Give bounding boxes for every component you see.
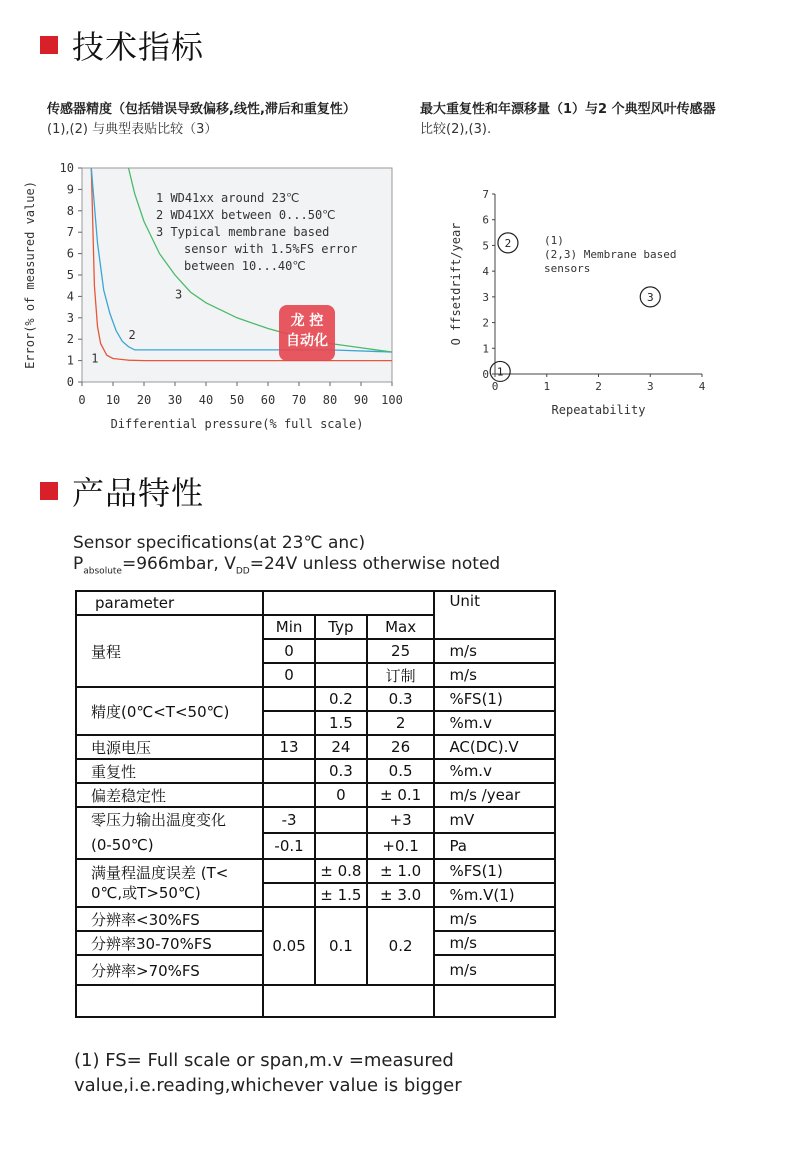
cell-unit: m/s bbox=[434, 663, 555, 687]
spec-mid: =966mbar, V bbox=[121, 554, 236, 574]
cell: 0.2 bbox=[315, 687, 367, 711]
y-tick-label: 1 bbox=[482, 342, 489, 356]
section-marker bbox=[40, 36, 58, 54]
header-typ: Typ bbox=[315, 615, 367, 639]
spec-p: P bbox=[73, 554, 84, 574]
y-tick-label: 10 bbox=[59, 161, 74, 175]
table-row bbox=[76, 591, 555, 615]
cell: 0 bbox=[315, 783, 367, 807]
spec-end: =24V unless otherwise noted bbox=[249, 554, 501, 574]
curve-annotation: 2 bbox=[128, 328, 136, 343]
y-tick-label: 5 bbox=[66, 268, 74, 282]
cell: 0.2 bbox=[367, 907, 435, 985]
x-tick-label: 0 bbox=[491, 380, 499, 393]
cell-unit: m/s bbox=[434, 639, 555, 663]
y-tick-label: 0 bbox=[482, 368, 489, 381]
y-tick-label: 0 bbox=[66, 375, 74, 389]
cell: ± 1.0 bbox=[367, 859, 435, 883]
x-axis-label: Repeatability bbox=[551, 403, 646, 417]
legend-entry: sensors bbox=[544, 262, 591, 275]
header-parameter: parameter bbox=[76, 591, 263, 615]
point-label: 3 bbox=[646, 290, 654, 304]
cell bbox=[263, 687, 315, 711]
x-tick-label: 60 bbox=[260, 393, 276, 407]
row-label-supply: 电源电压 bbox=[76, 735, 263, 759]
cell-unit: mV bbox=[434, 807, 555, 833]
drift-chart bbox=[440, 172, 740, 442]
legend-entry: (2,3) Membrane based bbox=[544, 248, 677, 261]
cell bbox=[315, 833, 367, 859]
curve-annotation: 3 bbox=[175, 287, 183, 302]
x-tick-label: 1 bbox=[543, 380, 551, 393]
cell-unit: Pa bbox=[434, 833, 555, 859]
cell-unit: AC(DC).V bbox=[434, 735, 555, 759]
cell: 0 bbox=[263, 639, 315, 663]
row-label-range: 量程 bbox=[76, 615, 263, 687]
cell-unit: %m.V(1) bbox=[434, 883, 555, 907]
section-title-tech bbox=[40, 22, 204, 68]
x-tick-label: 20 bbox=[136, 393, 152, 407]
watermark-line1: 龙 控 bbox=[290, 313, 324, 329]
footnote-line1: (1) FS= Full scale or span,m.v =measured bbox=[74, 1050, 454, 1071]
y-tick-label: 2 bbox=[66, 332, 74, 347]
row-label-zero-1: 零压力输出温度变化 bbox=[91, 811, 227, 829]
y-axis-label: O ffsetdrift/year bbox=[449, 222, 463, 346]
x-tick-label: 2 bbox=[595, 380, 602, 393]
cell: -0.1 bbox=[263, 833, 315, 859]
y-tick-label: 3 bbox=[482, 290, 489, 304]
spec-line2 bbox=[73, 554, 500, 582]
table-row bbox=[76, 783, 555, 807]
row-label-zero-2: (0-50℃) bbox=[91, 836, 154, 854]
chart2-caption-line1: 最大重复性和年漂移量（1）与2 个典型风叶传感器 bbox=[420, 102, 716, 117]
cell: 1.5 bbox=[315, 711, 367, 735]
cell: 13 bbox=[263, 735, 315, 759]
cell: 26 bbox=[367, 735, 435, 759]
table-row bbox=[76, 907, 555, 931]
x-tick-label: 80 bbox=[322, 393, 338, 407]
chart1-caption-line2: (1),(2) 与典型表贴比较（3） bbox=[47, 122, 218, 137]
table-row bbox=[76, 687, 555, 711]
cell-unit: m/s bbox=[434, 931, 555, 955]
cell-empty bbox=[434, 985, 555, 1017]
row-label-fs-temp-2: 0℃,或T>50℃) bbox=[91, 884, 201, 902]
y-tick-label: 2 bbox=[482, 316, 489, 330]
legend-entry: sensor with 1.5%FS error bbox=[184, 242, 358, 256]
x-axis-label: Differential pressure(% full scale) bbox=[110, 417, 364, 431]
chart2-caption-line2: 比较(2),(3). bbox=[420, 122, 492, 137]
x-tick-label: 70 bbox=[291, 393, 307, 407]
cell bbox=[315, 639, 367, 663]
cell-unit: m/s bbox=[434, 907, 555, 931]
cell: 2 bbox=[367, 711, 435, 735]
cell: 订制 bbox=[367, 663, 435, 687]
table-row bbox=[76, 859, 555, 883]
row-label-accuracy: 精度(0℃<T<50℃) bbox=[76, 687, 263, 735]
legend-entry: 2 WD41XX between 0...50℃ bbox=[156, 208, 336, 222]
y-tick-label: 6 bbox=[66, 246, 74, 261]
spec-heading bbox=[73, 533, 500, 582]
spec-table bbox=[75, 590, 556, 1018]
cell: 0.1 bbox=[315, 907, 367, 985]
y-tick-label: 1 bbox=[66, 353, 74, 368]
cell-unit: %m.v bbox=[434, 759, 555, 783]
y-tick-label: 5 bbox=[482, 239, 489, 253]
footnote bbox=[74, 1048, 462, 1098]
header-max: Max bbox=[367, 615, 435, 639]
row-label-zero bbox=[76, 807, 263, 859]
row-label-fs-temp-1: 满量程温度误差 (T< bbox=[91, 864, 229, 882]
point-label: 2 bbox=[504, 236, 512, 250]
cell-unit: %FS(1) bbox=[434, 859, 555, 883]
watermark-logo bbox=[279, 305, 335, 361]
chart1-caption bbox=[47, 100, 407, 140]
header-unit: Unit bbox=[434, 591, 555, 639]
spec-sub-absolute: absolute bbox=[83, 566, 122, 577]
cell-unit: %FS(1) bbox=[434, 687, 555, 711]
section-title-features bbox=[40, 468, 204, 514]
y-tick-label: 7 bbox=[66, 225, 74, 240]
section-title-text: 技术指标 bbox=[72, 28, 205, 66]
cell bbox=[263, 783, 315, 807]
accuracy-chart bbox=[20, 152, 420, 452]
row-label-stability: 偏差稳定性 bbox=[76, 783, 263, 807]
y-tick-label: 9 bbox=[66, 182, 74, 197]
cell-empty bbox=[263, 985, 434, 1017]
y-tick-label: 7 bbox=[482, 188, 489, 201]
row-label-res2: 分辨率30-70%FS bbox=[76, 931, 263, 955]
cell: 0.3 bbox=[315, 759, 367, 783]
row-label-res3: 分辨率>70%FS bbox=[76, 955, 263, 985]
watermark-line2: 自动化 bbox=[286, 333, 328, 349]
footnote-line2: value,i.e.reading,whichever value is bigger bbox=[74, 1075, 462, 1096]
cell-empty bbox=[76, 985, 263, 1017]
header-min: Min bbox=[263, 615, 315, 639]
row-label-fs-temp bbox=[76, 859, 263, 907]
cell: 0.05 bbox=[263, 907, 315, 985]
y-tick-label: 3 bbox=[66, 310, 74, 325]
section-marker bbox=[40, 482, 58, 500]
x-tick-label: 10 bbox=[105, 393, 121, 407]
y-axis-label: Error(% of measured value) bbox=[23, 181, 37, 369]
y-tick-label: 6 bbox=[482, 213, 489, 227]
spec-line1: Sensor specifications(at 23℃ anc) bbox=[73, 533, 366, 553]
cell-unit: m/s /year bbox=[434, 783, 555, 807]
chart2-caption bbox=[420, 100, 770, 140]
cell: 25 bbox=[367, 639, 435, 663]
x-tick-label: 90 bbox=[353, 393, 369, 407]
x-tick-label: 50 bbox=[229, 393, 245, 407]
table-row bbox=[76, 735, 555, 759]
cell: 0.5 bbox=[367, 759, 435, 783]
x-tick-label: 100 bbox=[381, 393, 403, 407]
legend-entry: between 10...40℃ bbox=[184, 259, 306, 273]
point-label: 1 bbox=[496, 365, 504, 379]
cell: ± 0.1 bbox=[367, 783, 435, 807]
legend-entry: 1 WD41xx around 23℃ bbox=[156, 191, 300, 205]
x-tick-label: 4 bbox=[698, 380, 706, 393]
x-tick-label: 40 bbox=[198, 393, 214, 407]
cell-unit: %m.v bbox=[434, 711, 555, 735]
cell bbox=[263, 711, 315, 735]
row-label-res1: 分辨率<30%FS bbox=[76, 907, 263, 931]
x-tick-label: 0 bbox=[78, 393, 86, 407]
cell bbox=[263, 883, 315, 907]
cell bbox=[263, 859, 315, 883]
cell: -3 bbox=[263, 807, 315, 833]
legend-entry: 3 Typical membrane based bbox=[156, 225, 330, 239]
cell: +0.1 bbox=[367, 833, 435, 859]
cell bbox=[315, 663, 367, 687]
y-tick-label: 4 bbox=[66, 289, 74, 304]
x-tick-label: 30 bbox=[167, 393, 183, 407]
chart1-caption-line1: 传感器精度（包括错误导致偏移,线性,滞后和重复性） bbox=[47, 102, 356, 117]
y-tick-label: 4 bbox=[482, 265, 489, 279]
cell: +3 bbox=[367, 807, 435, 833]
spec-sub-dd: DD bbox=[235, 566, 250, 577]
row-label-repeat: 重复性 bbox=[76, 759, 263, 783]
cell bbox=[315, 807, 367, 833]
table-row bbox=[76, 807, 555, 833]
header-blank bbox=[263, 591, 434, 615]
table-row bbox=[76, 759, 555, 783]
curve-annotation: 1 bbox=[91, 351, 99, 366]
x-tick-label: 3 bbox=[646, 380, 654, 393]
cell: 24 bbox=[315, 735, 367, 759]
section-title-text: 产品特性 bbox=[72, 474, 205, 512]
cell: 0.3 bbox=[367, 687, 435, 711]
cell: ± 3.0 bbox=[367, 883, 435, 907]
cell: ± 0.8 bbox=[315, 859, 367, 883]
legend-entry: (1) bbox=[544, 234, 564, 247]
cell bbox=[263, 759, 315, 783]
y-tick-label: 8 bbox=[66, 203, 74, 218]
cell: ± 1.5 bbox=[315, 883, 367, 907]
cell: 0 bbox=[263, 663, 315, 687]
cell-unit: m/s bbox=[434, 955, 555, 985]
table-row bbox=[76, 985, 555, 1017]
